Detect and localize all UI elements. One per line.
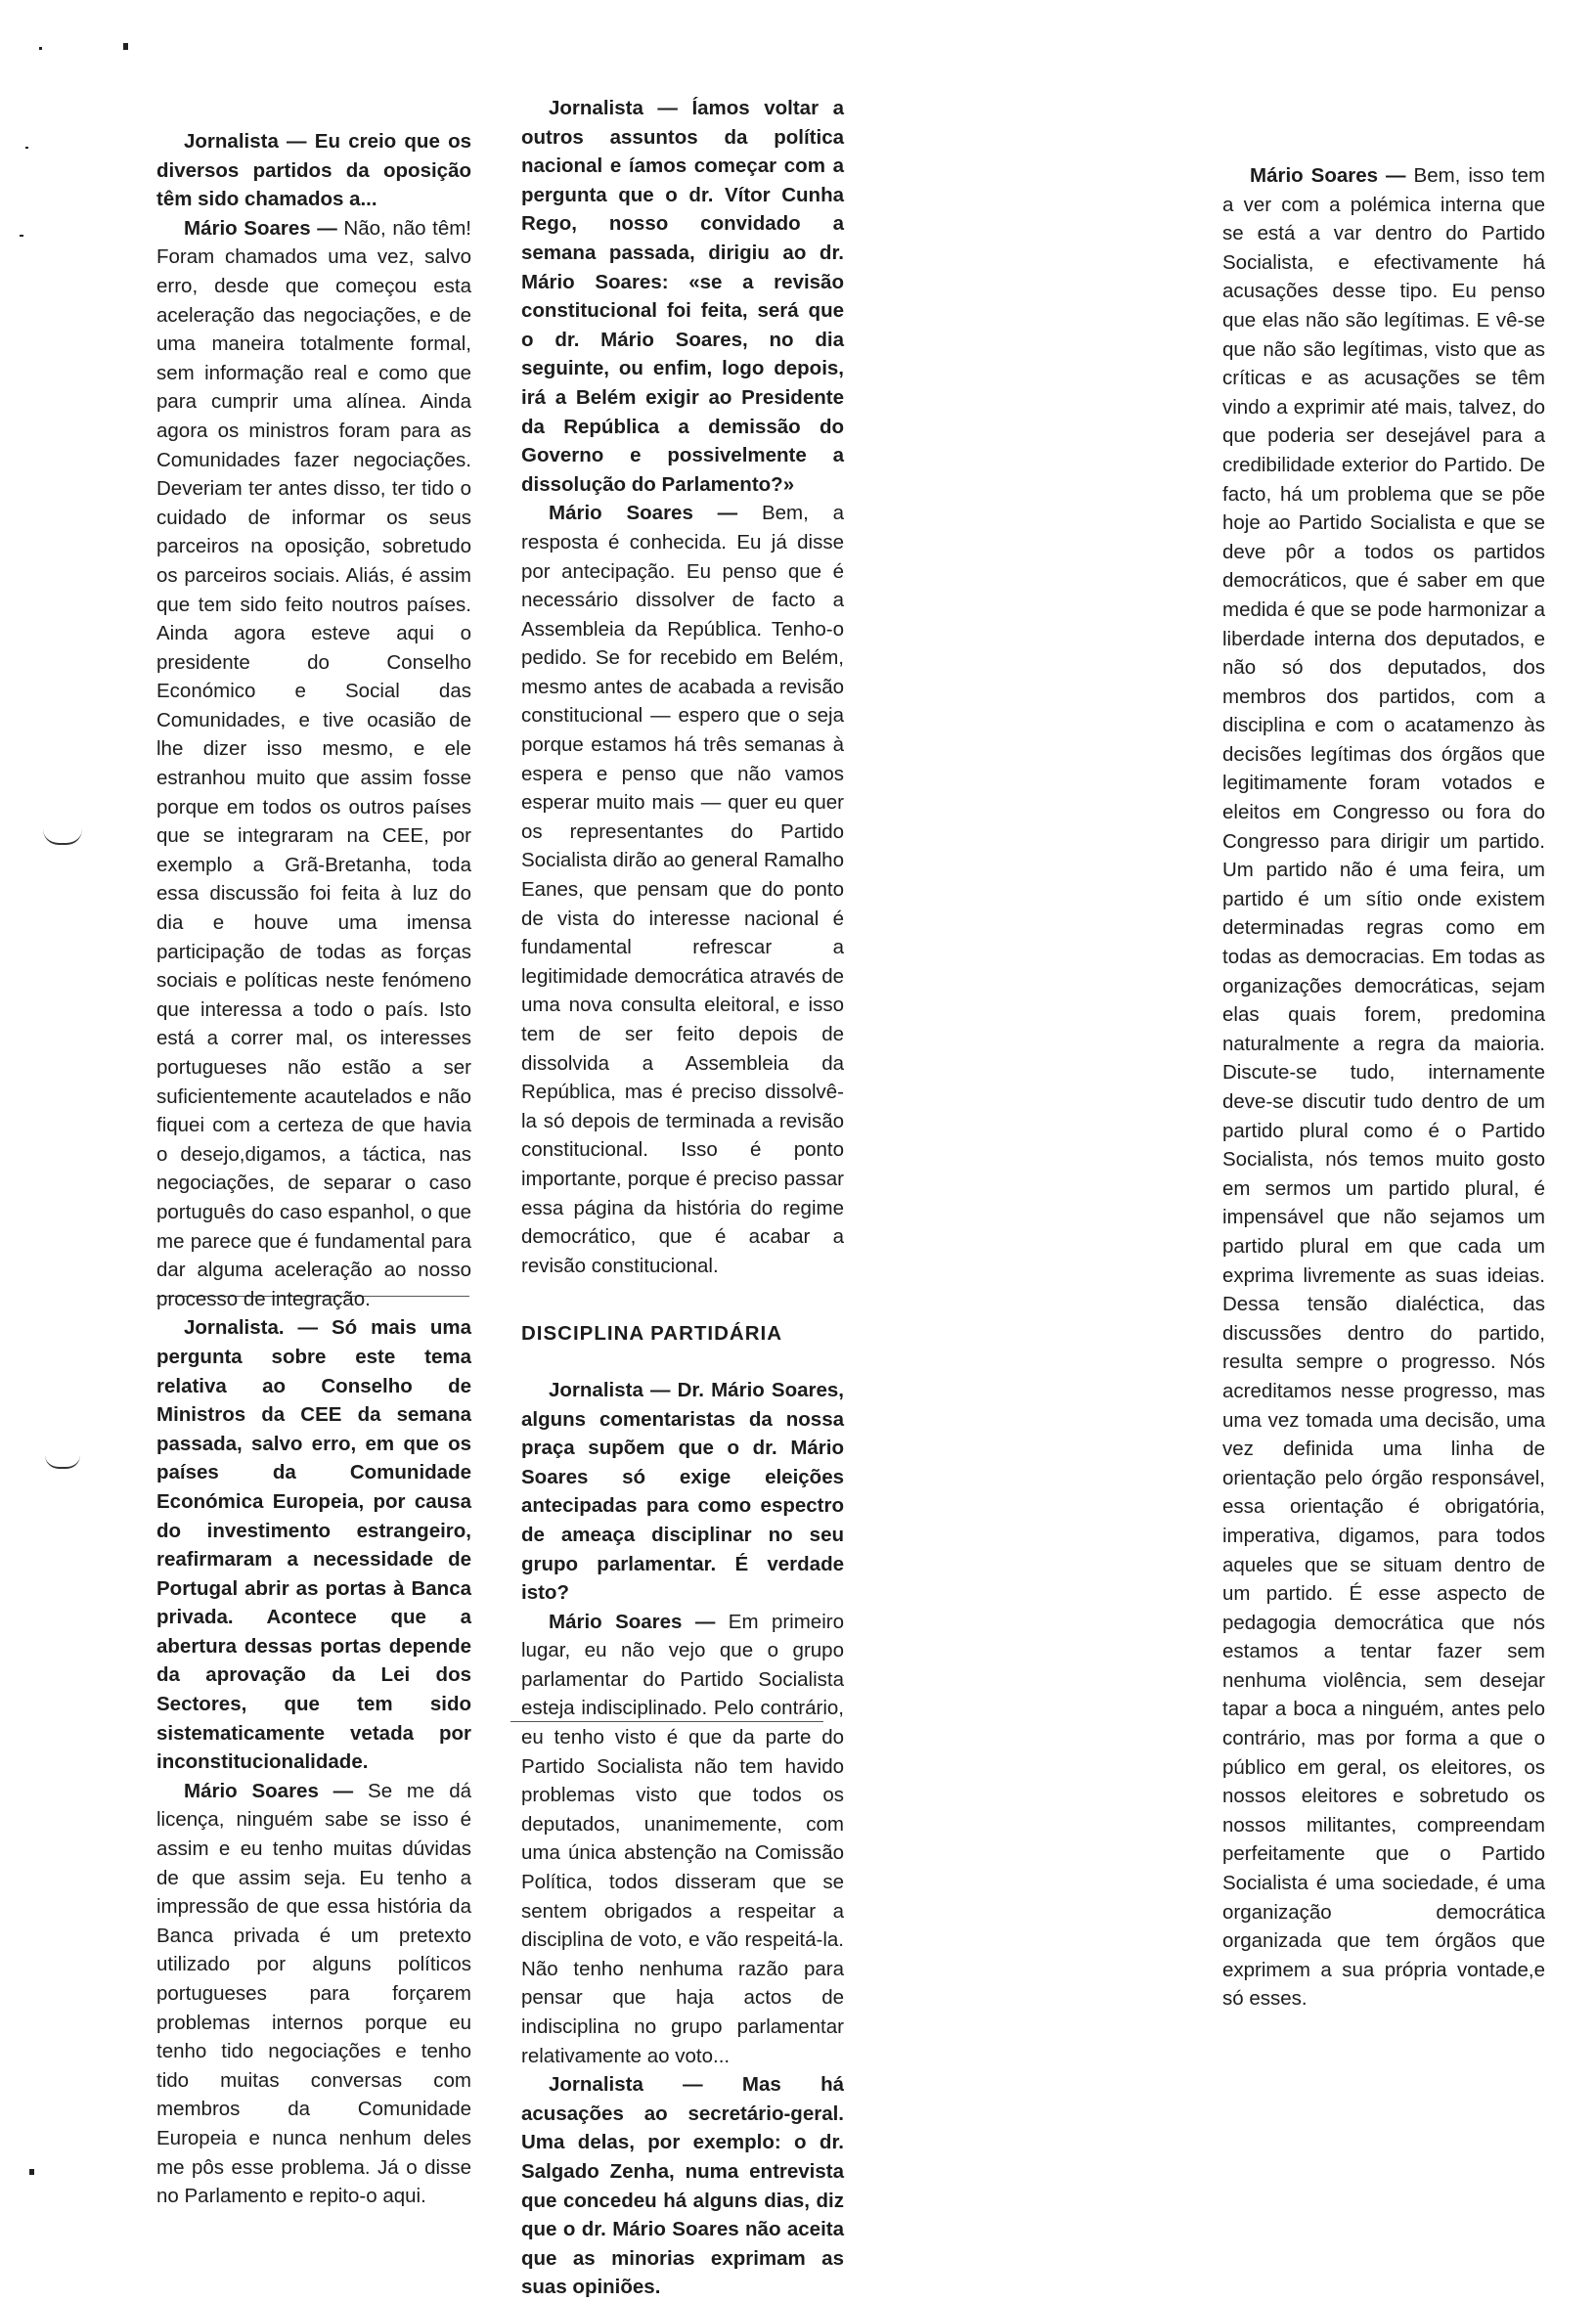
speaker-label: Mário Soares — [184, 216, 337, 240]
paragraph-text: Dr. Mário Soares, alguns comentaristas da nossa praça supõem que o dr. Mário Soares só exige eleições antecipadas para como espectro de ameaça disciplinar no seu grupo parlamentar. É verdade isto? [521, 1378, 844, 1605]
paragraph-text: Mas há acusações ao secretário-geral. Uma delas, por exemplo: o dr. Salgado Zenha, numa entrevista que concedeu há alguns dias, diz que o dr. Mário Soares não aceita que as minorias exprimam as suas opiniões. [521, 2073, 844, 2299]
speaker-label: Mário Soares — [549, 1610, 716, 1633]
section-heading: DISCIPLINA PARTIDÁRIA [521, 1322, 782, 1346]
speaker-label: Jornalista — [549, 97, 678, 119]
speaker-label: Jornalista. — [184, 1316, 319, 1340]
scan-speck [29, 2169, 34, 2175]
article-column-1 [156, 127, 471, 2211]
paragraph-text: Em primeiro lugar, eu não vejo que o grupo parlamentar do Partido Socialista esteja indisciplinado. Pelo contrário, eu tenho visto é que da parte do Partido Socialista não tem havido problemas visto que todos os deputados, unanimemente, com uma única abstenção na Comissão Política, todos disseram que se sentem obrigados a respeitar a disciplina de voto, e vão respeitá-la. Não tenho nenhuma razão para pensar que haja actos de indisciplina no grupo parlamentar relativamente ao voto... [521, 1610, 844, 2067]
article-column-2 [521, 94, 844, 2302]
answer-paragraph [1222, 161, 1545, 2014]
question-paragraph [521, 1376, 844, 1608]
answer-paragraph [156, 214, 471, 1314]
paragraph-text: Se me dá licença, ninguém sabe se isso é assim e eu tenho muitas dúvidas de que assim seja. Eu tenho a impressão de que essa história da Banca privada é um pretexto utilizado por alguns políticos portugueses para forçarem problemas internos porque eu tenho tido negociações e tenho tido muitas conversas com membros da Comunidade Europeia e nunca nenhum deles me pôs esse problema. Já o disse no Parlamento e repito-o aqui. [156, 1779, 471, 2208]
scan-speck [123, 43, 128, 50]
speaker-label: Mário Soares — [549, 502, 738, 525]
scan-speck [25, 147, 28, 149]
answer-paragraph [521, 1608, 844, 2071]
question-paragraph [156, 127, 471, 214]
speaker-label: Jornalista — [549, 1378, 671, 1401]
speaker-label: Mário Soares — [1250, 164, 1406, 187]
paragraph-text: Não, não têm! Foram chamados uma vez, salvo erro, desde que começou esta aceleração das negociações, e de uma maneira totalmente formal, sem informação real e como que para cumprir uma alínea. Ainda agora os ministros foram para as Comunidades fazer negociações. Deveriam ter antes disso, ter tido o cuidado de informar os seus parceiros na oposição, sobretudo os parceiros sociais. Aliás, é assim que tem sido feito noutros países. Ainda agora esteve aqui o presidente do Conselho Económico e Social das Comunidades, e tive ocasião de lhe dizer isso mesmo, e ele estranhou muito que assim fosse porque em todos os outros países que se integraram na CEE, por exemplo a Grã-Bretanha, toda essa discussão foi feita à luz do dia e houve uma imensa participação de todas as forças sociais e políticas neste fenómeno que interessa a todo o país. Isto está a correr mal, os interesses portugueses não estão a ser suficientemente acautelados e não fiquei com a certeza de que havia o desejo,digamos, a táctica, nas negociações, de separar o caso português do caso espanhol, o que me parece que é fundamental para dar alguma aceleração ao nosso processo de integração. [156, 216, 472, 1310]
article-column-3 [1222, 161, 1545, 2014]
speaker-label: Jornalista — [549, 2073, 703, 2097]
paragraph-text: Bem, a resposta é conhecida. Eu já disse por antecipação. Eu penso que é necessário dissolver de facto a Assembleia da República. Tenho-o pedido. Se for recebido em Belém, mesmo antes de acabada a revisão constitucional — espero que o seja porque estamos há três semanas à espera e penso que não vamos esperar muito mais — quer eu quer os representantes do Partido Socialista dirão ao general Ramalho Eanes, que pensam que do ponto de vista do interesse nacional é fundamental refrescar a legitimidade democrática através de uma nova consulta eleitoral, e isso tem de ser feito depois de dissolvida a Assembleia da República, mas é preciso dissolvê-la só depois de terminada a revisão constitucional. Isso é ponto importante, porque é preciso passar essa página da história do regime democrático, que é acabar a revisão constitucional. [521, 502, 844, 1277]
answer-paragraph [521, 499, 844, 1280]
paragraph-text: Eu creio que os diversos partidos da oposição têm sido chamados a... [156, 130, 471, 211]
answer-paragraph [156, 1777, 471, 2211]
question-paragraph [521, 94, 844, 499]
paragraph-text: Íamos voltar a outros assuntos da política nacional e íamos começar com a pergunta que o dr. Vítor Cunha Rego, nosso convidado a semana passada, dirigiu ao dr. Mário Soares: «se a revisão constitucional foi feita, será que o dr. Mário Soares, no dia seguinte, ou enfim, logo depois, irá a Belém exigir ao Presidente da República a demissão do Governo e possivelmente a dissolução do Parlamento?» [521, 97, 844, 496]
scan-speck [20, 235, 23, 237]
question-paragraph [156, 1313, 471, 1777]
speaker-label: Jornalista — [184, 130, 307, 153]
speaker-label: Mário Soares — [184, 1779, 354, 1802]
paragraph-text: Só mais uma pergunta sobre este tema relativa ao Conselho de Ministros da CEE da semana passada, salvo erro, em que os países da Comunidade Económica Europeia, por causa do investimento estrangeiro, reafirmaram a necessidade de Portugal abrir as portas à Banca privada. Acontece que a abertura dessas portas depende da aprovação da Lei dos Sectores, que tem sido sistematicamente vetada por inconstitucionalidade. [156, 1316, 471, 1774]
scan-smudge [45, 1455, 80, 1469]
scan-smudge [43, 829, 82, 845]
question-paragraph [521, 2070, 844, 2302]
scan-speck [39, 47, 42, 50]
paragraph-text: Bem, isso tem a ver com a polémica interna que se está a var dentro do Partido Socialista, e efectivamente há acusações desse tipo. Eu penso que elas não são legítimas. E vê-se que não são legítimas, visto que as críticas e as acusações se têm vindo a exprimir até mais, talvez, do que poderia ser desejável para a credibilidade exterior do Partido. De facto, há um problema que se põe hoje ao Partido Socialista e que se deve pôr a todos os partidos democráticos, que é saber em que medida é que se pode harmonizar a liberdade interna dos deputados, e não só dos deputados, dos membros dos partidos, com a disciplina e com o acatamenzo às decisões legítimas dos órgãos que legitimamente foram votados e eleitos em Congresso ou fora do Congresso para dirigir um partido. Um partido não é uma feira, um partido é um sítio onde existem determinadas regras como em todas as democracias. Em todas as organizações democráticas, sejam elas quais forem, predomina naturalmente a regra da maioria. Discute-se tudo, internamente deve-se discutir tudo dentro de um partido plural como é o Partido Socialista, nós temos muito gosto em sermos um partido plural, é impensável que não sejamos um partido plural em que cada um exprima livremente as suas ideias. Dessa tensão dialéctica, das discussões dentro do partido, resulta sempre o progresso. Nós acreditamos nesse progresso, mas uma vez tomada uma decisão, uma vez definida uma linha de orientação pelo órgão responsável, essa orientação é obrigatória, imperativa, digamos, para todos aqueles que se situam dentro de um partido. É esse aspecto de pedagogia democrática que nós estamos a tentar fazer sem nenhuma violência, sem desejar tapar a boca a ninguém, antes pelo contrário, mas por forma a que o público em geral, os eleitores, os nossos eleitores e sobretudo os nossos militantes, compreendam perfeitamente que o Partido Socialista é uma sociedade, é uma organização democrática organizada que tem órgãos que exprimem a sua própria vontade,e só esses. [1222, 164, 1545, 2011]
